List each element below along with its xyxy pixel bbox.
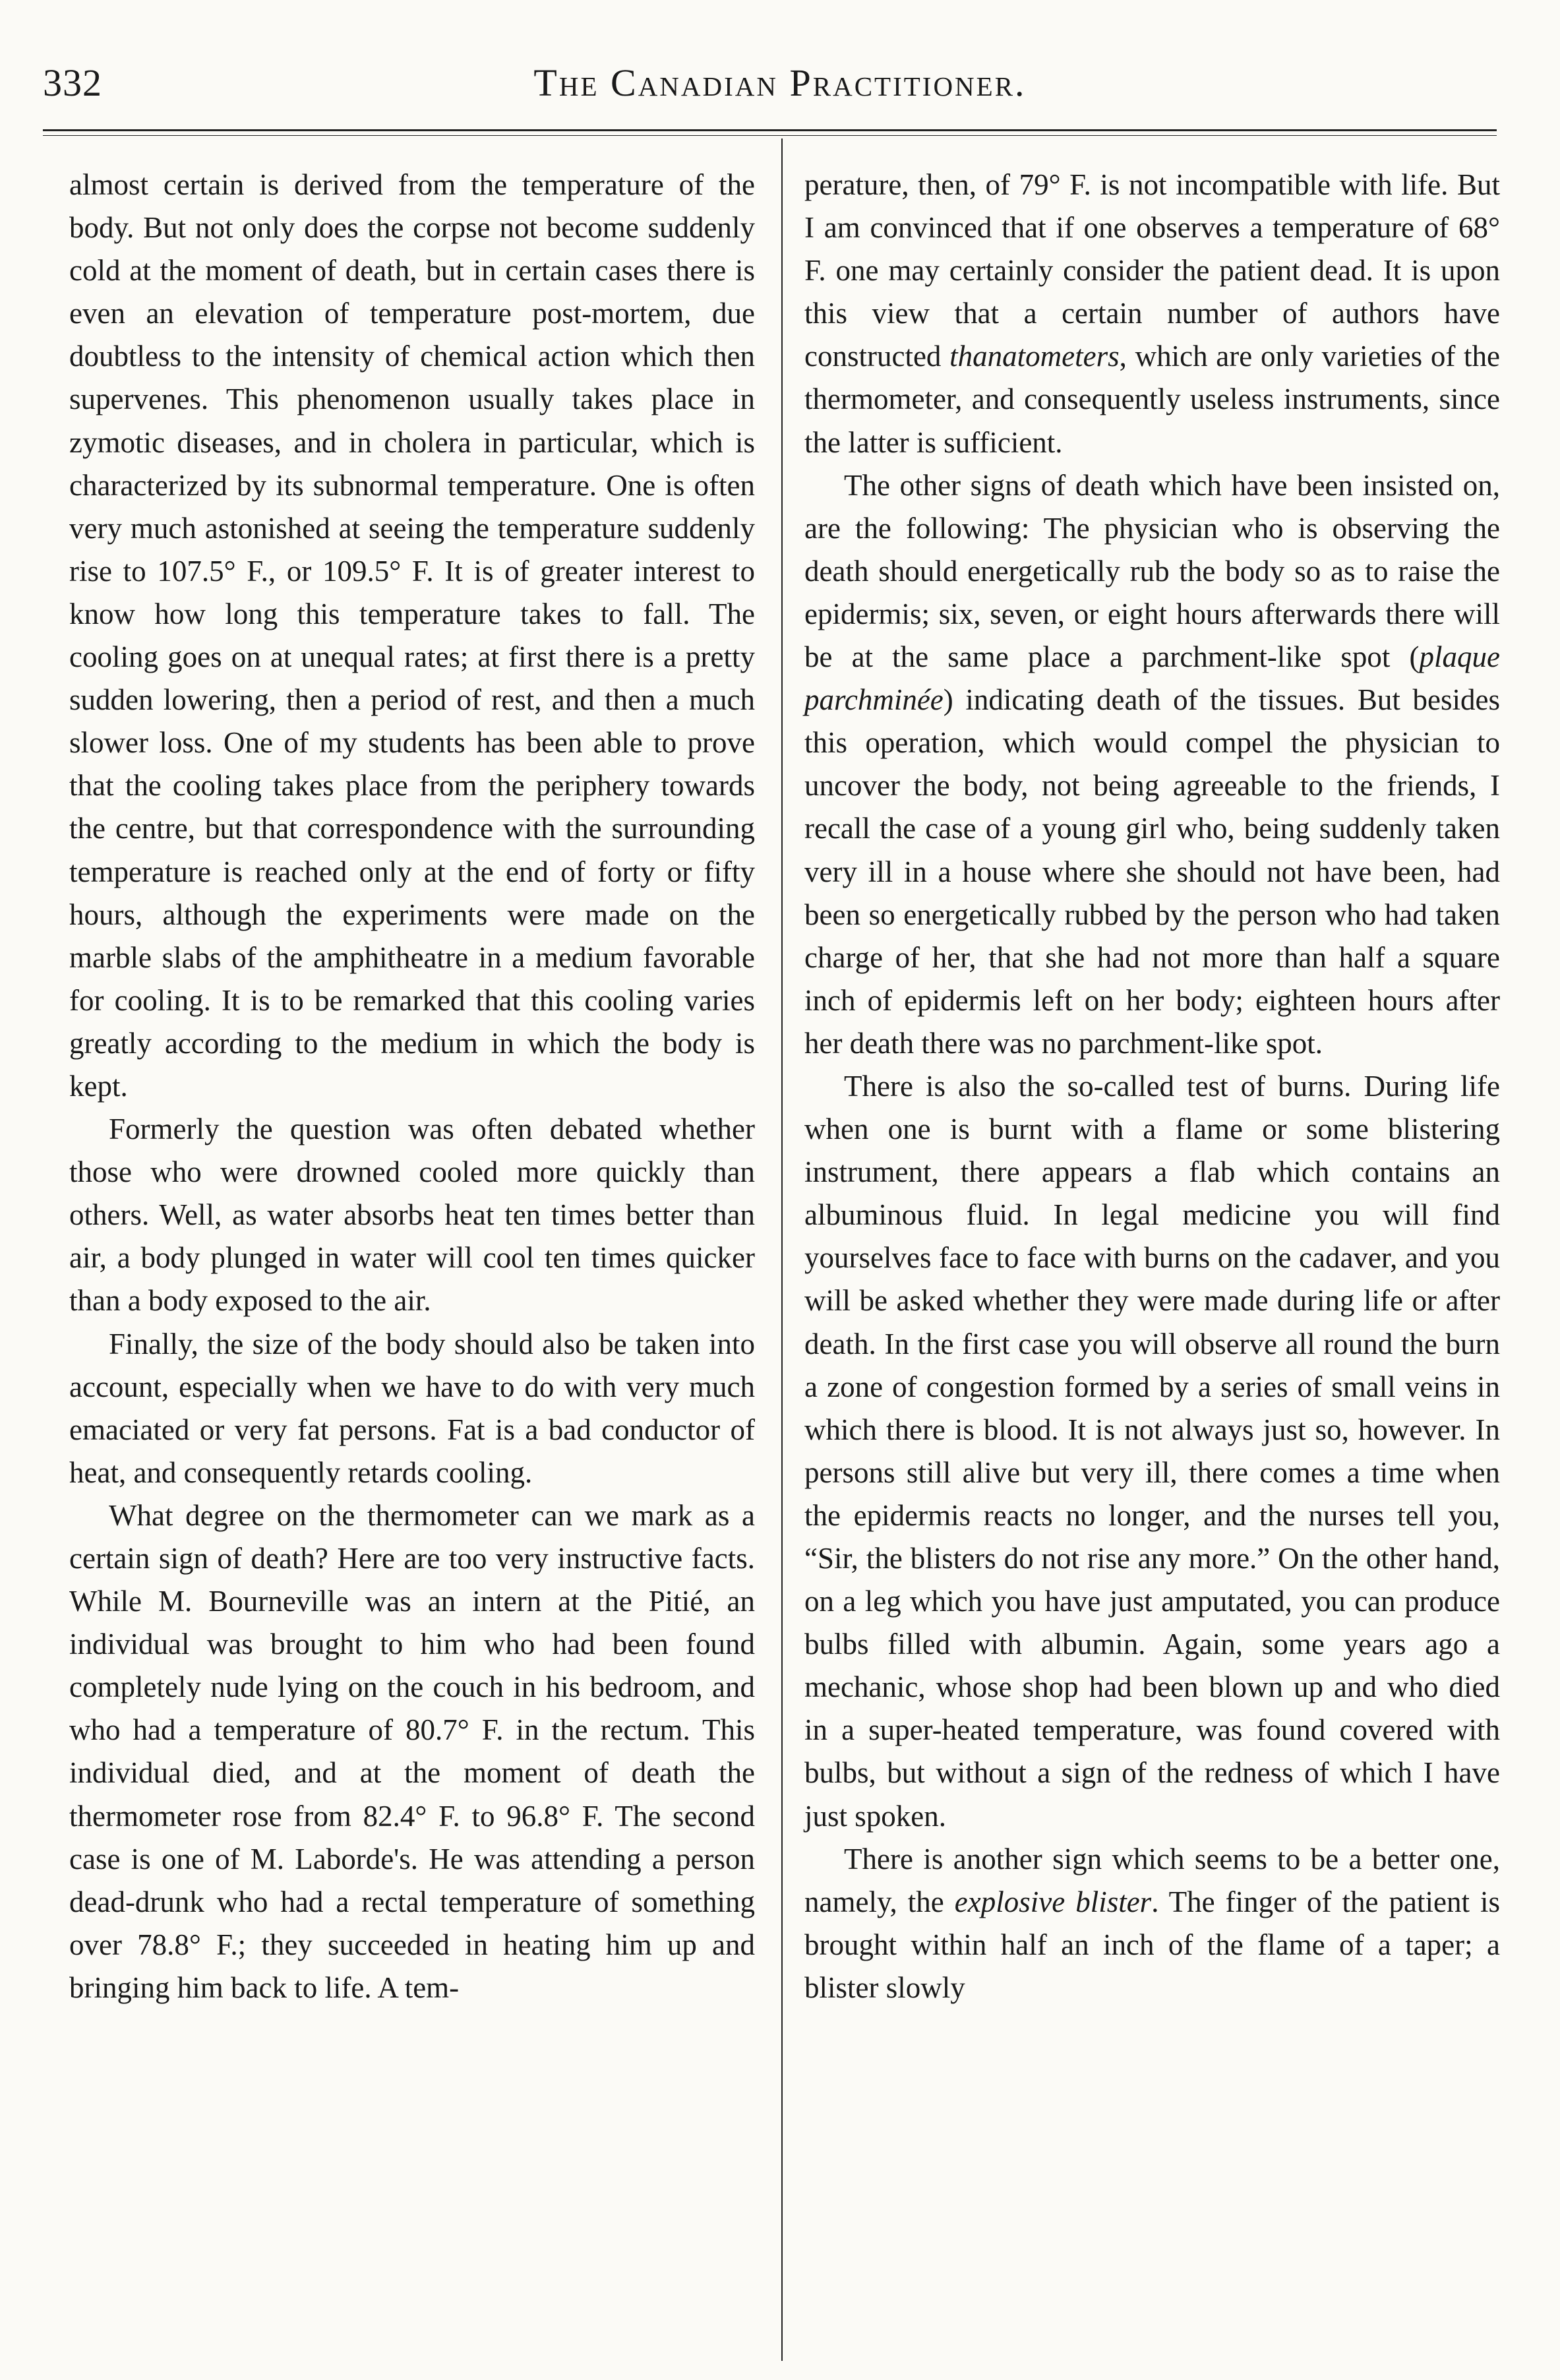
- running-title: The Canadian Practitioner.: [533, 61, 1027, 104]
- page-header: [0, 61, 1560, 113]
- paragraph-text: ) indicating death of the tissues. But besides this operation, which would compel the physician to uncover the body, not being agreeable to the friends, I recall the case of a young girl who, being suddenly taken very ill in a house where she should not have been, had been so energetically rubbed by the person who had taken charge of her, that she had not more than half a square inch of epidermis left on her body; eighteen hours after her death there was no parchment-like spot.: [804, 683, 1500, 1060]
- paragraph-text: There is another sign which seems to be a better one, namely, the: [804, 1842, 1500, 1918]
- italic-term: explosive blister: [954, 1885, 1152, 1918]
- right-column: [804, 164, 1500, 2009]
- italic-term: thanatometers: [949, 340, 1120, 373]
- paragraph: [804, 464, 1500, 1065]
- paragraph: Formerly the question was often debated whether those who were drowned cooled more quickly than others. Well, as water absorbs heat ten times better than air, a body plunged in water will cool ten times quicker than a body exposed to the air.: [69, 1113, 755, 1318]
- paragraph: What degree on the thermometer can we mark as a certain sign of death? Here are too very instructive facts. While M. Bourneville was an intern at the Pitié, an individual was brought to him who had been found completely nude lying on the couch in his bedroom, and who had a temperature of 80.7° F. in the rectum. This individual died, and at the moment of death the thermometer rose from 82.4° F. to 96.8° F. The second case is one of M. Laborde's. He was attending a person dead-drunk who had a rectal temperature of something over 78.8° F.; they succeeded in heating him up and bringing him back to life. A tem-: [69, 1498, 755, 2004]
- italic-term: plaque parchminée: [804, 640, 1500, 717]
- paragraph: [804, 1838, 1500, 2009]
- paragraph: There is also the so-called test of burns. During life when one is burnt with a flame or some blistering instrument, there appears a flab which contains an albuminous fluid. In legal medicine you will find yourselves face to face with burns on the cadaver, and you will be asked whether they were made during life or after death. In the first case you will observe all round the burn a zone of congestion formed by a series of small veins in which there is blood. It is not always just so, however. In persons still alive but very ill, there comes a time when the epidermis reacts no longer, and the nurses tell you, “Sir, the blisters do not rise any more.” On the other hand, on a leg which you have just amputated, you can produce bulbs filled with albumin. Again, some years ago a mechanic, whose shop had been blown up and who died in a super-heated temperature, was found covered with bulbs, but without a sign of the redness of which I have just spoken.: [804, 1069, 1500, 1833]
- header-rule-thin: [43, 135, 1497, 136]
- paragraph: almost certain is derived from the temperature of the body. But not only does the corpse not become suddenly cold at the moment of death, but in certain cases there is even an elevation of temperature post-mortem, due doubtless to the intensity of chemical action which then supervenes. This phenomenon usually takes place in zymotic diseases, and in cholera in particular, which is characterized by its subnormal temperature. One is often very much astonished at seeing the temperature suddenly rise to 107.5° F., or 109.5° F. It is of greater interest to know how long this temperature takes to fall. The cooling goes on at unequal rates; at first there is a pretty sudden lowering, then a period of rest, and then a much slower loss. One of my students has been able to prove that the cooling takes place from the periphery towards the centre, but that correspondence with the surrounding temperature is reached only at the end of forty or fifty hours, although the experiments were made on the marble slabs of the amphitheatre in a medium favorable for cooling. It is to be remarked that this cooling varies greatly according to the medium in which the body is kept.: [69, 168, 755, 1103]
- column-divider: [781, 138, 783, 2361]
- paragraph: [804, 164, 1500, 464]
- paragraph-text: . The finger of the patient is brought within half an inch of the flame of a taper; a blister slowly: [804, 1885, 1500, 2004]
- page-number: 332: [43, 61, 102, 104]
- paragraph-text: perature, then, of 79° F. is not incompatible with life. But I am convinced that if one observes a temperature of 68° F. one may certainly consider the patient dead. It is upon this view that a certain number of authors have constructed: [804, 168, 1500, 373]
- paragraph: Finally, the size of the body should also be taken into account, especially when we have to do with very much emaciated or very fat persons. Fat is a bad conductor of heat, and consequently retards cooling.: [69, 1327, 755, 1489]
- left-column: [69, 164, 755, 2009]
- header-rule: [43, 129, 1497, 131]
- paragraph-text: The other signs of death which have been insisted on, are the following: The physician who is observing the death should energetically rub the body so as to raise the epidermis; six, seven, or eight hours afterwards there will be at the same place a parchment-like spot (: [804, 468, 1500, 674]
- paragraph-text: , which are only varieties of the thermometer, and consequently useless instruments, since the latter is sufficient.: [804, 340, 1501, 459]
